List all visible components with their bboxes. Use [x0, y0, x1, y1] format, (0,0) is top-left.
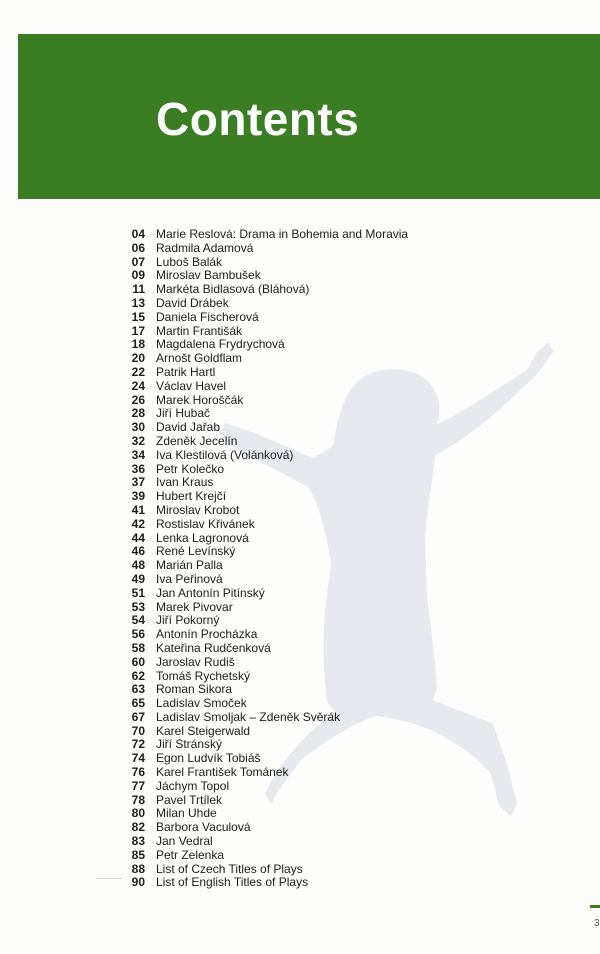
- toc-entry: [115, 325, 535, 339]
- toc-entry-title: List of Czech Titles of Plays: [156, 861, 303, 876]
- toc-page-number: 54: [131, 613, 145, 628]
- toc-entry-title: Antonín Procházka: [156, 627, 258, 642]
- toc-entry-title: Pavel Trtílek: [156, 792, 223, 807]
- toc-entry-title: Ladislav Smoljak – Zdeněk Svěrák: [156, 709, 341, 724]
- toc-entry-title: Iva Peřinová: [156, 571, 223, 586]
- toc-entry-title: Jiří Pokorný: [156, 613, 220, 628]
- toc-entry-title: Luboš Balák: [156, 254, 223, 269]
- toc-page-number: 78: [131, 792, 145, 807]
- toc-entry-title: David Jařab: [156, 420, 221, 435]
- toc-entry: [115, 849, 535, 863]
- toc-page-number: 60: [131, 654, 145, 669]
- toc-entry-title: Markéta Bidlasová (Bláhová): [156, 282, 310, 297]
- page-title: Contents: [156, 93, 360, 145]
- toc-page-number: 74: [131, 751, 145, 766]
- toc-page-number: 34: [131, 447, 145, 462]
- toc-entry: [115, 601, 535, 615]
- toc-entry: [115, 780, 535, 794]
- toc-entry-title: Václav Havel: [156, 378, 227, 393]
- toc-entry: [115, 421, 535, 435]
- toc-entry: [115, 821, 535, 835]
- toc-entry: [115, 711, 535, 725]
- toc-entry-title: Rostislav Křivánek: [156, 516, 255, 531]
- toc-page-number: 30: [131, 420, 145, 435]
- toc-page-number: 48: [131, 558, 145, 573]
- toc-entry: [115, 242, 535, 256]
- toc-page-number: 20: [131, 351, 145, 366]
- toc-page-number: 67: [131, 709, 145, 724]
- toc-entry: [115, 656, 535, 670]
- toc-entry: [115, 642, 535, 656]
- toc-entry: [115, 463, 535, 477]
- toc-entry: [115, 380, 535, 394]
- toc-entry-title: Jiří Stránský: [156, 737, 223, 752]
- toc-page-number: 63: [131, 682, 145, 697]
- toc-entry: [115, 863, 535, 877]
- toc-page-number: 22: [131, 364, 145, 379]
- toc-entry: [115, 407, 535, 421]
- toc-entry: [115, 449, 535, 463]
- toc-entry: [115, 435, 535, 449]
- toc-page-number: 42: [131, 516, 145, 531]
- toc-page-number: 88: [131, 861, 145, 876]
- toc-page-number: 06: [131, 240, 145, 255]
- toc-page-number: 49: [131, 571, 145, 586]
- toc-entry: [115, 476, 535, 490]
- toc-entry: [115, 752, 535, 766]
- toc-entry: [115, 766, 535, 780]
- toc-page-number: 51: [131, 585, 145, 600]
- toc-entry: [115, 794, 535, 808]
- toc-page-number: 83: [131, 834, 145, 849]
- toc-entry-title: Ivan Kraus: [156, 475, 214, 490]
- toc-page-number: 09: [131, 268, 145, 283]
- toc-entry: [115, 269, 535, 283]
- toc-entry: [115, 504, 535, 518]
- toc-entry: [115, 573, 535, 587]
- toc-entry-title: Hubert Krejčí: [156, 489, 227, 504]
- toc-entry: [115, 807, 535, 821]
- toc-entry-title: Jan Antonín Pitínský: [156, 585, 265, 600]
- toc-entry: [115, 545, 535, 559]
- toc-page-number: 37: [131, 475, 145, 490]
- toc-page-number: 44: [131, 530, 145, 545]
- toc-entry: [115, 835, 535, 849]
- toc-entry-title: Martin Františák: [156, 323, 243, 338]
- toc-entry-title: David Drábek: [156, 295, 229, 310]
- toc-entry: [115, 352, 535, 366]
- toc-entry: [115, 394, 535, 408]
- toc-page-number: 46: [131, 544, 145, 559]
- page-number: 3: [594, 918, 600, 929]
- toc-entry-title: List of English Titles of Plays: [156, 875, 309, 890]
- toc-entry: [115, 518, 535, 532]
- toc-entry-title: Karel Steigerwald: [156, 723, 251, 738]
- toc-entry: [115, 228, 535, 242]
- toc-entry-title: Daniela Fischerová: [156, 309, 259, 324]
- toc-entry-title: Jan Vedral: [156, 834, 213, 849]
- toc-entry-title: Radmila Adamová: [156, 240, 254, 255]
- header-banner: [18, 34, 600, 199]
- toc-entry-title: Barbora Vaculová: [156, 820, 251, 835]
- toc-entry: [115, 725, 535, 739]
- toc-entry: [115, 366, 535, 380]
- toc-page-number: 39: [131, 489, 145, 504]
- toc-page-number: 85: [131, 847, 145, 862]
- toc-entry-title: Kateřina Rudčenková: [156, 640, 271, 655]
- toc-page-number: 15: [131, 309, 145, 324]
- toc-page-number: 26: [131, 392, 145, 407]
- toc-entry-title: Jáchym Topol: [156, 778, 230, 793]
- toc-entry: [115, 614, 535, 628]
- toc-entry-title: Marek Horoščák: [156, 392, 244, 407]
- toc-page-number: 76: [131, 765, 145, 780]
- toc-entry-title: Marek Pivovar: [156, 599, 233, 614]
- toc-entry-title: Milan Uhde: [156, 806, 217, 821]
- toc-entry-title: Roman Sikora: [156, 682, 233, 697]
- toc-entry-title: Karel František Tománek: [156, 765, 289, 780]
- toc-entry: [115, 283, 535, 297]
- toc-entry: [115, 256, 535, 270]
- toc-entry: [115, 338, 535, 352]
- toc-entry-title: René Levínský: [156, 544, 236, 559]
- toc-entry: [115, 587, 535, 601]
- toc-entry-title: Miroslav Krobot: [156, 502, 240, 517]
- toc-entry-title: Miroslav Bambušek: [156, 268, 261, 283]
- toc-page-number: 13: [131, 295, 145, 310]
- toc-entry-title: Ladislav Smoček: [156, 696, 247, 711]
- toc-entry: [115, 297, 535, 311]
- toc-entry-title: Arnošt Goldflam: [156, 351, 243, 366]
- toc-page-number: 24: [131, 378, 145, 393]
- toc-entry-title: Patrik Hartl: [156, 364, 216, 379]
- toc-page-number: 80: [131, 806, 145, 821]
- toc-entry-title: Jaroslav Rudiš: [156, 654, 235, 669]
- edge-accent: [590, 905, 600, 908]
- toc-entry-title: Magdalena Frydrychová: [156, 337, 285, 352]
- toc-entry: [115, 490, 535, 504]
- toc-page-number: 72: [131, 737, 145, 752]
- toc-page-number: 82: [131, 820, 145, 835]
- toc-page-number: 70: [131, 723, 145, 738]
- toc-entry: [115, 738, 535, 752]
- toc-page-number: 11: [132, 282, 145, 297]
- toc-page-number: 58: [131, 640, 145, 655]
- toc-page-number: 65: [131, 696, 145, 711]
- toc-entry: [115, 683, 535, 697]
- toc-page-number: 41: [131, 502, 145, 517]
- decorative-line: [96, 878, 122, 879]
- contents-list: [115, 228, 535, 890]
- toc-entry: [115, 876, 535, 890]
- toc-entry: [115, 628, 535, 642]
- toc-entry: [115, 670, 535, 684]
- toc-entry-title: Jiří Hubač: [156, 406, 211, 421]
- toc-entry: [115, 559, 535, 573]
- toc-page-number: 36: [131, 461, 145, 476]
- toc-page-number: 17: [131, 323, 145, 338]
- toc-entry-title: Egon Ludvík Tobiáš: [156, 751, 261, 766]
- toc-entry-title: Marián Palla: [156, 558, 223, 573]
- toc-page-number: 77: [131, 778, 145, 793]
- toc-entry-title: Zdeněk Jecelín: [156, 433, 238, 448]
- toc-entry-title: Petr Zelenka: [156, 847, 225, 862]
- toc-page-number: 56: [131, 627, 145, 642]
- toc-entry: [115, 311, 535, 325]
- toc-entry-title: Petr Kolečko: [156, 461, 225, 476]
- toc-entry-title: Tomáš Rychetský: [156, 668, 251, 683]
- toc-page-number: 53: [131, 599, 145, 614]
- toc-page-number: 07: [131, 254, 145, 269]
- toc-page-number: 32: [131, 433, 145, 448]
- toc-page-number: 62: [131, 668, 145, 683]
- toc-page-number: 18: [131, 337, 145, 352]
- toc-entry: [115, 697, 535, 711]
- toc-entry-title: Lenka Lagronová: [156, 530, 249, 545]
- toc-page-number: 04: [131, 227, 145, 241]
- toc-page-number: 90: [131, 875, 145, 890]
- toc-entry-title: Marie Reslová: Drama in Bohemia and Moravia: [156, 227, 409, 241]
- toc-page-number: 28: [131, 406, 145, 421]
- toc-entry-title: Iva Klestilová (Volánková): [156, 447, 294, 462]
- toc-entry: [115, 532, 535, 546]
